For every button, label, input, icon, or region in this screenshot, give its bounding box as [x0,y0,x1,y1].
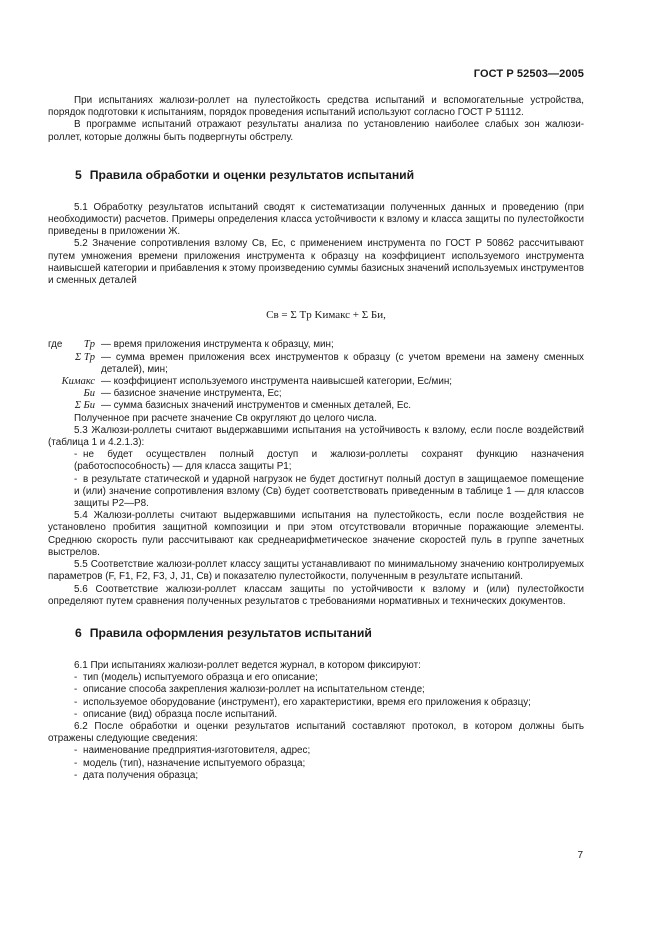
list-item: - дата получения образца; [48,770,584,782]
formula-resistance: Cв = Σ Tр Kимакс + Σ Би, [266,309,386,322]
paragraph-6-1: 6.1 При испытаниях жалюзи-роллет ведется журнал, в котором фиксируют: [74,659,421,671]
section-6-number: 6 [75,625,82,640]
paragraph-5-3: 5.3 Жалюзи-роллеты считают выдержавшими испытания на устойчивость к взлому, если после воздействий (таблица 1 и 4.2.1.3): [48,424,584,449]
list-item: - описание способа закрепления жалюзи-роллет на испытательном стенде; [48,684,584,696]
intro-paragraph-1: При испытаниях жалюзи-роллет на пулестойкость средства испытаний и вспомогательные устройства, порядок подготовки к испытаниям, порядок проведения испытаний используют согласно ГОСТ Р 51112. [48,95,584,119]
paragraph-5-1: 5.1 Обработку результатов испытаний сводят к систематизации полученных данных и проведению (при необходимости) расчетов. Примеры определения класса устойчивости к взлому и класса защиты по пулестойкости приведены в приложении Ж. [48,201,584,238]
rounding-note: Полученное при расчете значение Cв округляют до целого числа. [74,412,377,424]
paragraph-6-2: 6.2 После обработки и оценки результатов испытаний составляют протокол, в котором должны быть отражены следующие сведения: [48,720,584,745]
list-item: - наименование предприятия-изготовителя, адрес; [48,745,584,757]
paragraph-5-6: 5.6 Соответствие жалюзи-роллет классам защиты по устойчивости к взлому и (или) пулестойкости определяют путем сравнения полученных результатов с требованиями нормативных и технических документов. [48,583,584,607]
intro-paragraph-2: В программе испытаний отражают результаты анализа по установлению наиболее слабых зон жалюзи-роллет, которые должны быть подвергнуты обстрелу. [48,119,584,143]
definition-item [48,339,584,351]
list-item: - тип (модель) испытуемого образца и его описание; [48,672,584,684]
definition-text: — базисное значение инструмента, Ес; [101,388,282,400]
definition-text: — время приложения инструмента к образцу, мин; [101,339,334,351]
definition-symbol: Σ Tр [75,351,95,363]
document-id-header: ГОСТ Р 52503—2005 [473,68,584,80]
definition-item [48,352,584,376]
section-6-heading [75,626,584,640]
definitions-list [48,339,584,412]
section-5-title: Правила обработки и оценки результатов испытаний [89,167,415,182]
definition-item [48,388,584,400]
list-item: - не будет осуществлен полный доступ и жалюзи-роллеты сохранят функцию назначения (работоспособность) — для класса защиты Р1; [48,449,584,473]
definition-symbol: Tр [83,339,95,351]
page-number: 7 [577,850,583,861]
definition-item [48,376,584,388]
definition-text: — сумма базисных значений инструментов и сменных деталей, Ес. [101,400,412,412]
definition-symbol: Би [83,388,95,400]
list-item: - модель (тип), назначение испытуемого образца; [48,758,584,770]
page-content [48,95,584,782]
definition-item [48,400,584,412]
paragraph-5-5: 5.5 Соответствие жалюзи-роллет классу защиты устанавливают по минимальному значению контролируемых параметров (F, F1, F2, F3, J, J1, Cв) и показателю пулестойкости, полученным в результате испытаний. [48,559,584,583]
list-item: - используемое оборудование (инструмент), его характеристики, время его приложения к образцу; [48,697,584,709]
paragraph-5-2: 5.2 Значение сопротивления взлому Cв, Ес, с применением инструмента по ГОСТ Р 50862 рассчитывают путем умножения времени приложения инструмента к образцу на коэффициент используемого инструмента наивысшей категории и прибавления к этому произведению суммы базисных значений используемых инструментов и сменных деталей [48,238,584,287]
section-5-number: 5 [75,167,82,182]
paragraph-5-4: 5.4 Жалюзи-роллеты считают выдержавшими испытания на пулестойкость, если после воздействия не установлено пробития защитной композиции и при этом отсутствовали вторичные поражающие элементы. Среднюю скорость пули рассчитывают как среднеарифметическое значение скоростей пуль в группе зачетных выстрелов. [48,510,584,558]
section-6-title: Правила оформления результатов испытаний [89,625,372,640]
definition-symbol: Σ Би [74,400,95,412]
where-word: где [48,339,63,351]
definition-text: — коэффициент используемого инструмента наивысшей категории, Ес/мин; [101,376,453,388]
list-item: - описание (вид) образца после испытаний. [48,709,584,721]
definition-text: — сумма времен приложения всех инструментов к образцу (с учетом времени на замену сменных деталей), мин; [101,351,584,375]
definition-symbol: Kимакс [61,376,95,388]
section-5-heading [75,168,584,182]
list-item: - в результате статической и ударной нагрузок не будет достигнут полный доступ в защищаемое помещение и (или) значение сопротивления взлому (Cв) будет соответствовать приведенным в таблице 1 — для классов защиты Р2—Р8. [48,474,584,511]
